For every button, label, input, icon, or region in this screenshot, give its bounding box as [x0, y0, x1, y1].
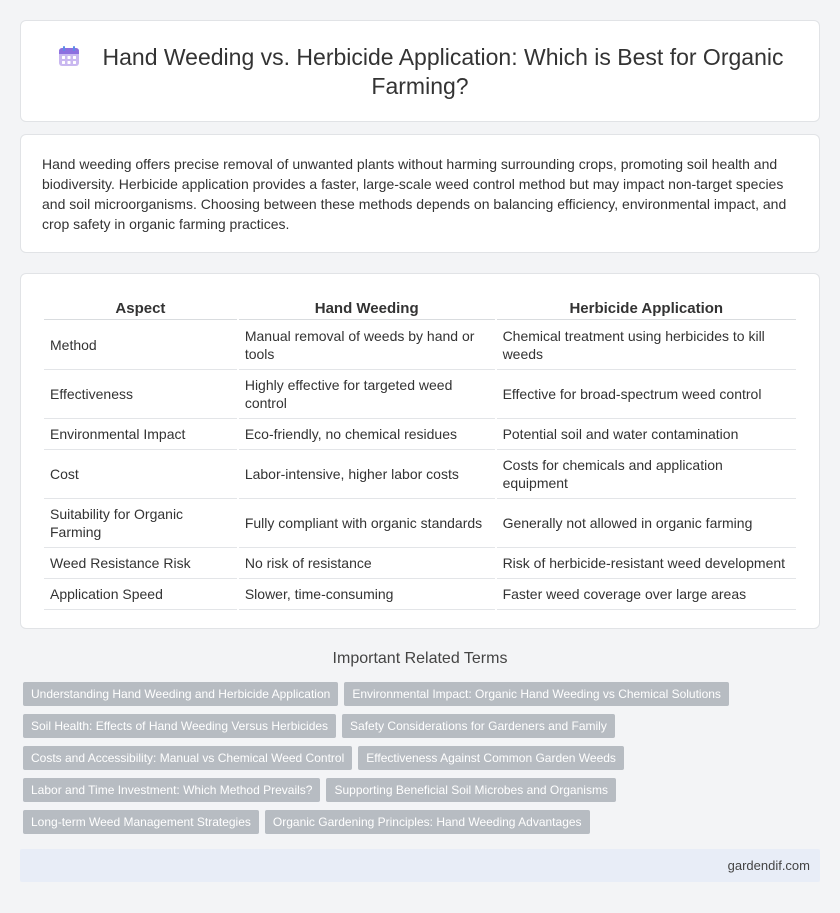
header-aspect: Aspect: [44, 294, 237, 320]
related-term-link[interactable]: Organic Gardening Principles: Hand Weeding Advantages: [265, 810, 590, 834]
table-cell: Eco-friendly, no chemical residues: [239, 419, 495, 450]
related-term-link[interactable]: Costs and Accessibility: Manual vs Chemical Weed Control: [23, 746, 352, 770]
table-cell: Generally not allowed in organic farming: [497, 499, 796, 548]
table-header-row: [44, 294, 796, 320]
table-row: [44, 419, 796, 450]
comparison-table-card: [20, 273, 820, 629]
table-cell: Suitability for Organic Farming: [44, 499, 237, 548]
table-cell: Effectiveness: [44, 370, 237, 419]
table-row: [44, 548, 796, 579]
intro-card: [20, 134, 820, 253]
tag-row: [23, 714, 823, 746]
related-term-link[interactable]: Labor and Time Investment: Which Method Prevails?: [23, 778, 320, 802]
table-cell: Effective for broad-spectrum weed control: [497, 370, 796, 419]
table-cell: Chemical treatment using herbicides to kill weeds: [497, 320, 796, 370]
page-title-text: Hand Weeding vs. Herbicide Application: Which is Best for Organic Farming?: [102, 44, 784, 99]
related-term-link[interactable]: Supporting Beneficial Soil Microbes and Organisms: [326, 778, 615, 802]
table-cell: Costs for chemicals and application equipment: [497, 450, 796, 499]
comparison-table: [42, 294, 798, 610]
table-row: [44, 499, 796, 548]
page-title: [57, 44, 784, 99]
table-cell: Manual removal of weeds by hand or tools: [239, 320, 495, 370]
related-term-link[interactable]: Soil Health: Effects of Hand Weeding Versus Herbicides: [23, 714, 336, 738]
tag-row: [23, 810, 823, 842]
footer-site-link[interactable]: gardendif.com: [727, 858, 810, 873]
related-term-link[interactable]: Effectiveness Against Common Garden Weeds: [358, 746, 624, 770]
table-cell: Labor-intensive, higher labor costs: [239, 450, 495, 499]
page-title-wrap: [21, 43, 819, 101]
table-cell: Cost: [44, 450, 237, 499]
table-cell: Faster weed coverage over large areas: [497, 579, 796, 610]
related-terms-title: Important Related Terms: [332, 650, 508, 667]
tag-row: [23, 778, 823, 810]
table-cell: No risk of resistance: [239, 548, 495, 579]
table-row: [44, 450, 796, 499]
header-herbicide: Herbicide Application: [497, 294, 796, 320]
table-cell: Environmental Impact: [44, 419, 237, 450]
title-card: [20, 20, 820, 122]
related-term-link[interactable]: Long-term Weed Management Strategies: [23, 810, 259, 834]
table-cell: Potential soil and water contamination: [497, 419, 796, 450]
footer: [20, 849, 820, 882]
table-row: [44, 320, 796, 370]
table-row: [44, 579, 796, 610]
related-term-link[interactable]: Understanding Hand Weeding and Herbicide Application: [23, 682, 338, 706]
table-row: [44, 370, 796, 419]
related-term-link[interactable]: Safety Considerations for Gardeners and Family: [342, 714, 615, 738]
related-terms-list: [23, 682, 823, 842]
intro-paragraph: Hand weeding offers precise removal of unwanted plants without harming surrounding crops, promoting soil health and biodiversity. Herbicide application provides a faster, large-scale weed control method but may impact non-target species and soil microorganisms. Choosing between these methods depends on balancing efficiency, environmental impact, and crop safety in organic farming practices.: [42, 156, 787, 232]
table-cell: Application Speed: [44, 579, 237, 610]
table-cell: Method: [44, 320, 237, 370]
table-cell: Fully compliant with organic standards: [239, 499, 495, 548]
table-cell: Highly effective for targeted weed control: [239, 370, 495, 419]
table-cell: Risk of herbicide-resistant weed development: [497, 548, 796, 579]
related-term-link[interactable]: Environmental Impact: Organic Hand Weeding vs Chemical Solutions: [344, 682, 729, 706]
table-cell: Slower, time-consuming: [239, 579, 495, 610]
table-cell: Weed Resistance Risk: [44, 548, 237, 579]
tag-row: [23, 746, 823, 778]
tag-row: [23, 682, 823, 714]
calendar-icon: [57, 44, 81, 68]
header-hand-weeding: Hand Weeding: [239, 294, 495, 320]
